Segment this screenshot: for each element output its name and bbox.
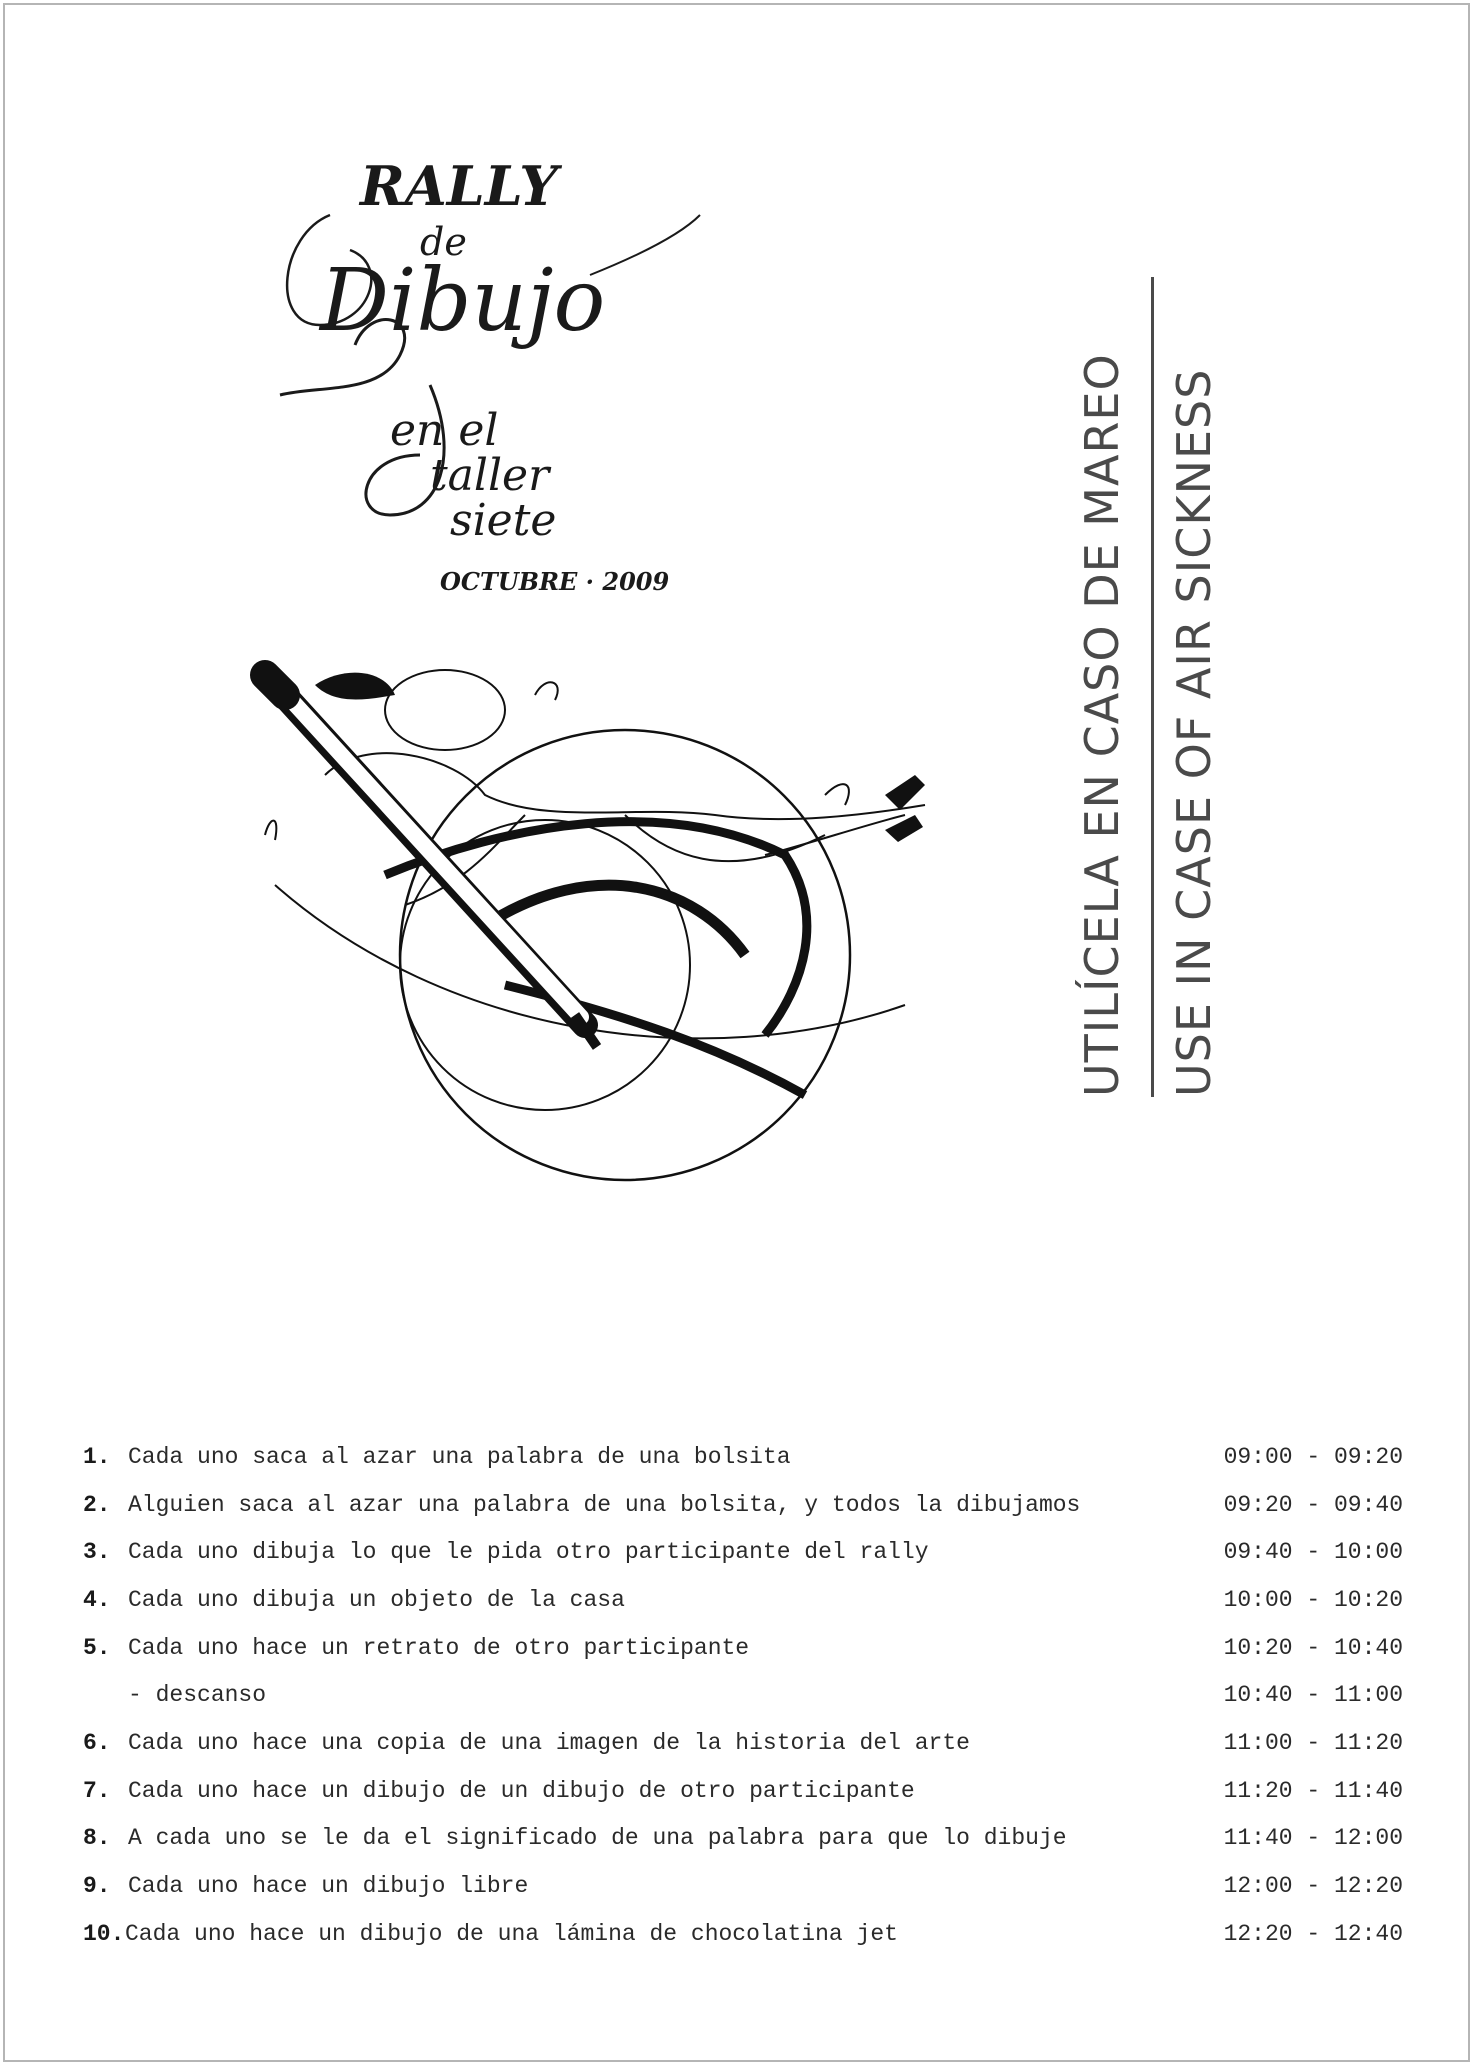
item-time: 10:20 - 10:40 [1223,1634,1403,1661]
heading-divider [1151,277,1154,1097]
schedule-row [83,1910,1403,1958]
item-time: 09:20 - 09:40 [1223,1491,1403,1518]
title-word-rally: RALLY [360,155,558,218]
title-word-dibujo: Dibujo [320,251,606,351]
schedule-row [83,1862,1403,1910]
item-time: 12:20 - 12:40 [1223,1920,1403,1947]
item-time: 09:40 - 10:00 [1223,1539,1403,1566]
schedule-row [83,1528,1403,1576]
item-task: Alguien saca al azar una palabra de una bolsita, y todos la dibujamos [128,1491,1081,1518]
item-number: 8. [83,1825,111,1852]
schedule-list [83,1433,1403,1958]
item-task: Cada uno dibuja un objeto de la casa [128,1586,625,1613]
item-time: 10:40 - 11:00 [1223,1682,1403,1709]
item-number: 6. [83,1729,111,1756]
item-time: 11:20 - 11:40 [1223,1777,1403,1804]
schedule-row [83,1481,1403,1529]
item-number: 9. [83,1873,111,1900]
schedule-row [83,1815,1403,1863]
item-task: Cada uno hace un dibujo de una lámina de chocolatina jet [125,1920,898,1947]
item-number: 1. [83,1443,111,1470]
item-task: Cada uno saca al azar una palabra de una bolsita [128,1443,791,1470]
heading-spanish: UTILÍCELA EN CASO DE MAREO [1075,353,1129,1097]
item-time: 11:40 - 12:00 [1223,1825,1403,1852]
title-lettering [260,155,720,625]
item-time: 12:00 - 12:20 [1223,1873,1403,1900]
item-number: 7. [83,1777,111,1804]
item-time: 10:00 - 10:20 [1223,1586,1403,1613]
title-date: OCTUBRE · 2009 [440,567,670,596]
item-task: Cada uno hace un retrato de otro participante [128,1634,750,1661]
item-number: 2. [83,1491,111,1518]
schedule-row-break [83,1671,1403,1719]
title-word-siete: siete [450,495,557,546]
item-number: 3. [83,1539,111,1566]
item-task: A cada uno se le da el significado de una palabra para que lo dibuje [128,1825,1067,1852]
schedule-row [83,1719,1403,1767]
item-time: 09:00 - 09:20 [1223,1443,1403,1470]
flyer-page [3,3,1470,2062]
title-word-de: de [420,220,467,264]
schedule-row [83,1433,1403,1481]
item-task: Cada uno hace un dibujo libre [128,1873,529,1900]
schedule-row [83,1624,1403,1672]
item-number: 10. [83,1920,125,1947]
title-word-taller: taller [430,450,550,501]
heading-english: USE IN CASE OF AIR SICKNESS [1167,368,1221,1097]
item-task: - descanso [128,1682,267,1709]
item-time: 11:00 - 11:20 [1223,1729,1403,1756]
schedule-row [83,1576,1403,1624]
schedule-row [83,1767,1403,1815]
ink-illustration [245,655,1025,1195]
item-number: 5. [83,1634,111,1661]
title-word-en-el: en el [390,405,499,456]
reclining-figure-drawing [245,655,1025,1195]
item-number: 4. [83,1586,111,1613]
item-task: Cada uno dibuja lo que le pida otro participante del rally [128,1539,929,1566]
item-task: Cada uno hace un dibujo de un dibujo de otro participante [128,1777,915,1804]
item-task: Cada uno hace una copia de una imagen de la historia del arte [128,1729,970,1756]
hand-lettered-title [260,155,720,625]
